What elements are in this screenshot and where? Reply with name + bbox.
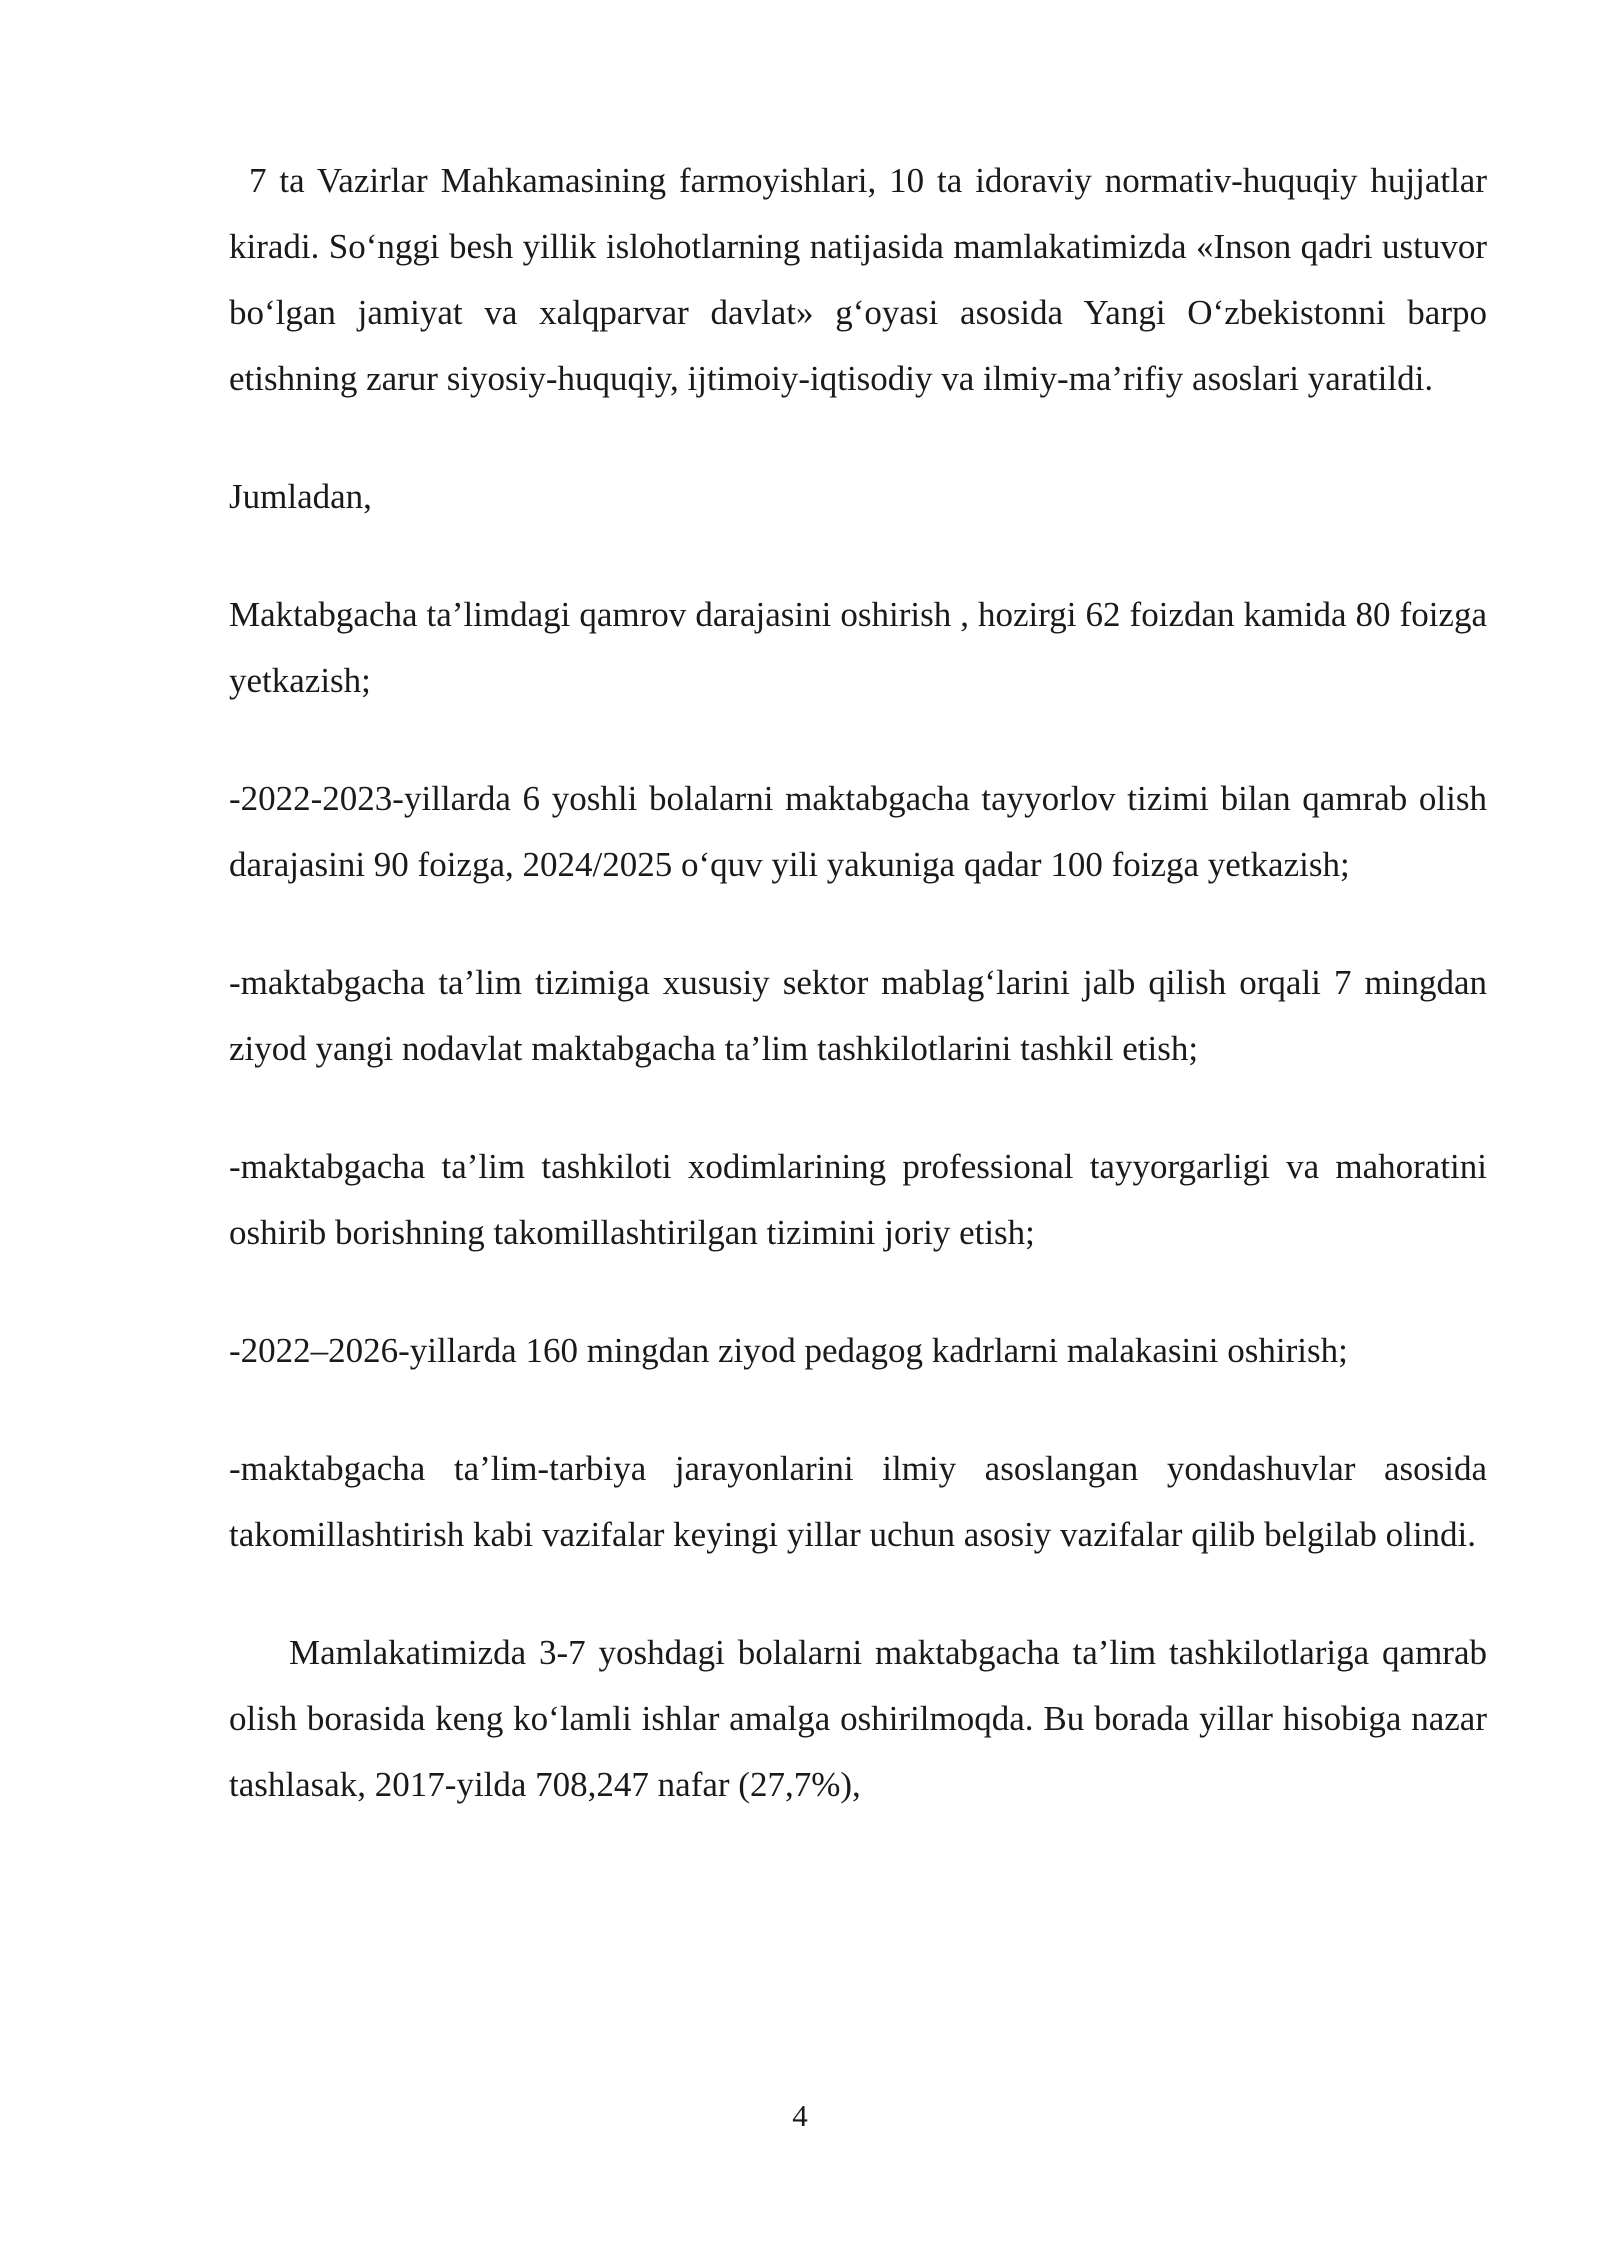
paragraph-intro: 7 ta Vazirlar Mahkamasining farmoyishlari, 10 ta idoraviy normativ-huquqiy hujjatlar kiradi. So‘nggi besh yillik islohotlarning natijasida mamlakatimizda «Inson qadri ustuvor bo‘lgan jamiyat va xalqparvar davlat» g‘oyasi asosida Yangi O‘zbekistonni barpo etishning zarur siyosiy-huquqiy, ijtimoiy-iqtisodiy va ilmiy-ma’rifiy asoslari yaratildi. — [229, 161, 1487, 398]
list-item-staff-training: -maktabgacha ta’lim tashkiloti xodimlarining professional tayyorgarligi va mahoratini oshirib borishning takomillashtirilgan tizimini joriy etish; — [229, 1147, 1487, 1252]
paragraph-coverage-statistics: Mamlakatimizda 3-7 yoshdagi bolalarni maktabgacha ta’lim tashkilotlariga qamrab olish borasida keng ko‘lamli ishlar amalga oshirilmoqda. Bu borada yillar hisobiga nazar tashlasak, 2017-yilda 708,247 nafar (27,7%), — [229, 1633, 1487, 1804]
page-number: 4 — [792, 2098, 808, 2133]
paragraph-jumladan: Jumladan, — [229, 477, 372, 516]
paragraph-coverage-goal: Maktabgacha ta’limdagi qamrov darajasini oshirish , hozirgi 62 foizdan kamida 80 foizga yetkazish; — [229, 595, 1487, 700]
list-item-six-year-olds: -2022-2023-yillarda 6 yoshli bolalarni maktabgacha tayyorlov tizimi bilan qamrab olish darajasini 90 foizga, 2024/2025 o‘quv yili yakuniga qadar 100 foizga yetkazish; — [229, 779, 1487, 884]
list-item-private-sector: -maktabgacha ta’lim tizimiga xususiy sektor mablag‘larini jalb qilish orqali 7 mingdan ziyod yangi nodavlat maktabgacha ta’lim tashkilotlarini tashkil etish; — [229, 963, 1487, 1068]
document-body — [229, 148, 1487, 1818]
list-item-scientific-approaches: -maktabgacha ta’lim-tarbiya jarayonlarini ilmiy asoslangan yondashuvlar asosida takomillashtirish kabi vazifalar keyingi yillar uchun asosiy vazifalar qilib belgilab olindi. — [229, 1449, 1487, 1554]
list-item-teacher-qualification: -2022–2026-yillarda 160 mingdan ziyod pedagog kadrlarni malakasini oshirish; — [229, 1331, 1348, 1370]
